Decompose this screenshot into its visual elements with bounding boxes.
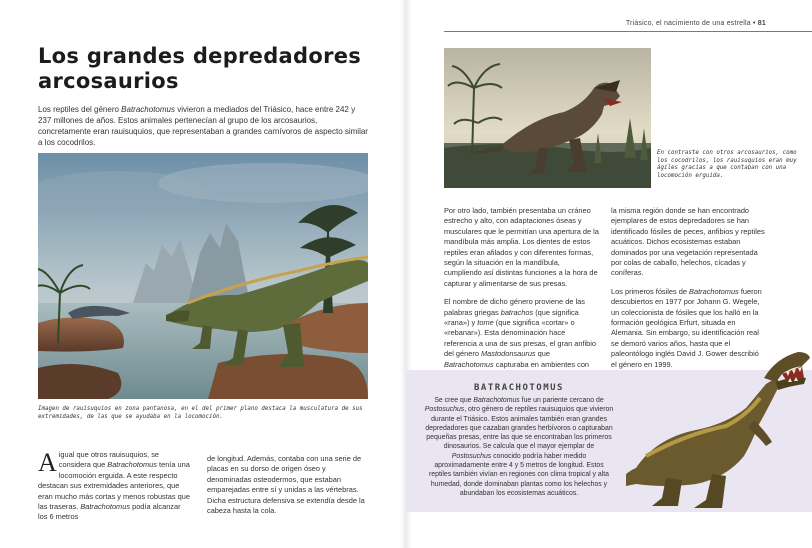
page-number: • 81: [753, 20, 766, 27]
col1-genus-2: Batrachotomus: [80, 502, 131, 512]
drop-cap: A: [38, 448, 57, 477]
box-genus-2: Postosuchus: [424, 406, 465, 414]
col4-genus: Batrachotomus: [689, 286, 739, 296]
intro-text-2: vivieron a mediados del Triásico, hace entre 242 y 237 millones de años. Estos animales pertenecían al grupo de los arcosaurios, concretamente eran rauisuquios, que representaban a grandes carnívoros de aspecto similar a los cocodrilos.: [38, 105, 368, 147]
box-genus-3: Postosuchus: [451, 452, 492, 460]
body-column-1: [38, 450, 190, 523]
col1-text-2: tenía una locomoción erguida. A este respecto destacan sus extremidades anteriores, que eran mucho más cortas y menos robustas que las traseras.: [38, 460, 190, 512]
body-paragraph-1: [38, 450, 190, 523]
page-title: Los grandes depredadores arcosaurios: [38, 44, 362, 93]
sidebar-box: [406, 370, 812, 512]
sidebar-title: BATRACHOTOMUS: [474, 383, 564, 393]
box-text-1: Se cree que: [434, 397, 474, 404]
body-column-3: [444, 206, 599, 381]
col4-text-2: fueron descubiertos en 1977 por Johann G. Wegele, un coleccionista de fósiles que los halló en la formación geológica Erfurt, situada en Alemania. Sin embargo, su identificación real se demoró varios años, hasta que el paleontólogo inglés David J. Gower describió el género en 1999.: [611, 286, 762, 369]
right-page: [406, 0, 812, 548]
box-genus-1: Batrachotomus: [473, 397, 520, 404]
intro-paragraph: [38, 104, 368, 148]
roaring-rauisuchian-image: [444, 48, 651, 188]
box-text-3: , otro género de reptiles rauisuquios que vivieron durante el Triásico. Estos animales también eran grandes depredadores que cazaban grandes herbívoros o capturaban pequeñas presas, entre las que se encontraban los primeros dinosaurios. Se calcula que el mayor ejemplar de: [425, 406, 614, 451]
swamp-scene-image: [38, 153, 368, 399]
col3-text-3: (que significa «cortar» o «rebanar»). Esta denominación hace referencia a una de sus presas, el gran anfibio del género: [444, 318, 597, 359]
col3-text-1: El nombre de dicho género proviene de las palabras griegas: [444, 297, 585, 317]
col3-word-batrachos: batrachos: [500, 307, 534, 317]
col1-genus-1: Batrachotomus: [107, 460, 157, 470]
col3-text-4: que: [535, 349, 551, 359]
intro-text-1: Los reptiles del género: [38, 105, 122, 114]
running-head: [626, 20, 766, 27]
col4-text-1: Los primeros fósiles de: [611, 286, 690, 296]
image-caption-right: En contraste con otros arcosaurios, como los cocodrilos, los rauisuquios eran muy ágiles gracias a que contaban con una locomoción erguida.: [657, 150, 797, 179]
body-column-2: [207, 454, 367, 516]
body-paragraph-5: la misma región donde se han encontrado ejemplares de estos depredadores se han identificado fósiles de peces, anfibios y reptiles acuáticos. Dichos ecosistemas estaban dominados por una vegetación representada por colas de caballo, helechos, cícadas y coníferas.: [611, 206, 765, 278]
col3-text-5: capturaba en ambientes con: [495, 359, 590, 369]
intro-genus-name: Batrachotomus: [121, 105, 175, 114]
body-paragraph-4: [444, 297, 599, 380]
col1-text-1: igual que otros rauisuquios, se considera que: [58, 450, 160, 470]
box-text-2: fue un pariente cercano de: [519, 397, 604, 404]
col3-genus-batrachotomus: Batrachotomus: [444, 359, 494, 369]
swamp-scene-illustration: [38, 153, 368, 399]
body-paragraph-2: de longitud. Además, contaba con una serie de placas en su dorso de origen óseo y denominadas osteodermos, que estaban emparejadas entre sí y unidas a las vértebras. Dicha estructura defensiva se extendía desde la cabeza hasta la cola.: [207, 454, 365, 516]
image-caption-left: Imagen de rauisuquios en zona pantanosa, en el del primer plano destaca la musculatura de sus extremidades, de las que se ayudaba en la locomoción.: [38, 406, 363, 420]
chapter-title: Triásico, el nacimiento de una estrella: [625, 20, 751, 27]
col3-word-tome: tome: [477, 318, 494, 328]
col1-text-3: podía alcanzar los 6 metros: [38, 502, 181, 522]
col3-text-2: (que significa «rana») y: [444, 307, 579, 328]
body-paragraph-3: Por otro lado, también presentaba un cráneo estrecho y alto, con adaptaciones óseas y musculares que le permitían una apertura de la mandíbula más amplia. Los dientes de estos reptiles eran afilados y con diferentes formas, según la situación en la mandíbula, cumpliendo así distintas funciones a la hora de capturar y alimentarse de sus presas.: [444, 206, 599, 288]
box-text-4: conocido podría haber medido aproximadamente entre 4 y 5 metros de longitud. Estos reptiles también vivían en regiones con clima tropical y alta humedad, donde dominaban plantas como los helechos y abundaban los ecosistemas acuáticos.: [428, 452, 609, 497]
roaring-rauisuchian-illustration: [444, 48, 651, 188]
batrachotomus-illustration: [626, 338, 812, 512]
header-rule: [444, 31, 812, 32]
sidebar-text: [424, 396, 614, 498]
col3-genus-mastodonsaurus: Mastodonsaurus: [480, 349, 536, 359]
